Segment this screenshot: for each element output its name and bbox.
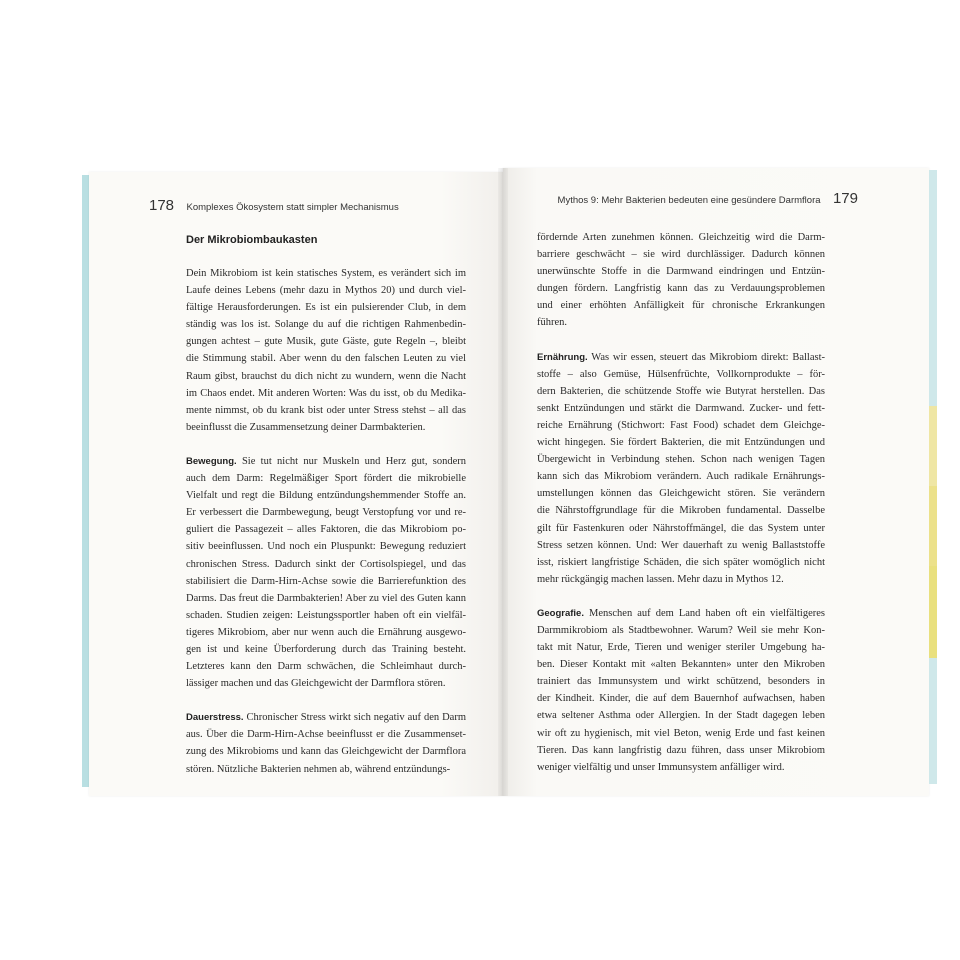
right-page-header (558, 190, 858, 208)
text-line (537, 605, 825, 622)
text-line: Laufe deines Lebens (mehr dazu in Mythos 20) und durch viel- (186, 285, 466, 297)
edge-tab-yellow-light (929, 406, 937, 486)
text-line: der Kindheit. Kinder, die auf dem Bauernhof aufwachsen, haben (537, 693, 825, 705)
page-number: 178 (149, 197, 175, 214)
text-line: Darmmikrobiom als Stadtbewohner. Warum? Weil sie mehr Kon- (537, 624, 825, 636)
text-line: wicht hingegen. Sie fördert Bakterien, die mit Entzündungen und (537, 437, 825, 449)
text-line: gilt für Fastenkuren oder Nährstoffmängel, die das System unter (537, 522, 825, 534)
text-line: gungen achtest – gute Musik, gute Gäste, gute Regeln –, bleibt (186, 336, 466, 348)
paragraph-text: Menschen auf dem Land haben oft ein vielfältigeres (584, 607, 825, 619)
paragraph (537, 349, 825, 588)
paragraph (537, 605, 825, 776)
paragraph-gap (186, 692, 466, 709)
paragraph (186, 453, 466, 692)
text-line: Darms. Das freut die Darmbakterien! Aber zu viel des Guten kann (186, 592, 466, 604)
text-line: kann sich das Mikrobiom verändern. Auch radikale Ernährungs- (537, 471, 825, 483)
text-line: dern Bakterien, die schützende Stoffe wie Butyrat herstellen. Das (537, 385, 825, 397)
text-line: die Nährstoffgrundlage für die Mikroben fundamental. Dasselbe (537, 505, 825, 517)
text-line: guliert die Passagezeit – alles Faktoren, die das Mikrobiom po- (186, 524, 466, 536)
text-line: isst, riskiert langfristige Schäden, die sich später womöglich nicht (537, 556, 825, 568)
text-line: Tieren. Das kann langfristig dazu führen, dass unser Mikrobiom (537, 744, 825, 756)
left-page-header (149, 197, 399, 215)
page-number: 179 (832, 190, 858, 207)
paragraph (537, 229, 825, 332)
text-line: auch dem Darm: Regelmäßiger Sport fördert die mikrobielle (186, 473, 466, 485)
text-line: und einer erhöhten Anfälligkeit für chronische Erkrankungen (537, 300, 825, 312)
text-line: aus. Über die Darm-Hirn-Achse beeinflusst er die Zusammenset- (186, 729, 466, 741)
text-line: wir oft zu hygienisch, mit viel Beton, wenig Erde und fast keinen (537, 727, 825, 739)
text-line: Dein Mikrobiom ist kein statisches System, es verändert sich im (186, 268, 466, 279)
paragraph-lead: Dauerstress. (186, 712, 244, 724)
paragraph (186, 709, 466, 777)
text-line: beeinflusst die Zusammensetzung deiner Darmbakterien. (186, 421, 426, 433)
text-line: Letzteres kann den Darm schwächen, die Schleimhaut durch- (186, 661, 466, 673)
paragraph-text: Sie tut nicht nur Muskeln und Herz gut, sondern (236, 455, 466, 467)
section-heading: Der Mikrobiombaukasten (186, 234, 318, 246)
text-line: die Stimmung stabil. Aber wenn du den falschen Leuten zu viel (186, 353, 466, 365)
paragraph-text: Chronischer Stress wirkt sich negativ auf den Darm (243, 712, 466, 724)
text-line: Raum gibst, brauchst du dich nicht zu wundern, wenn die Nacht (186, 370, 466, 382)
text-line: trainiert das Immunsystem und wirkt schützend, besonders in (537, 676, 825, 688)
text-line: tigeres Mikrobiom, aber nur wenn auch die Ernährung ausgewo- (186, 626, 466, 638)
text-line (186, 709, 466, 726)
text-line: zung des Mikrobioms und kann das Gleichgewicht der Darmflora (186, 746, 466, 758)
book-gutter (498, 168, 508, 796)
text-line: dungen fördern. Langfristig kann das zu Verdauungsproblemen (537, 283, 825, 295)
text-line: chronischen Stress. Dadurch sinkt der Cortisolspiegel, und das (186, 558, 466, 570)
text-line: barriere geschwächt – sie wird durchlässiger. Dadurch können (537, 249, 825, 261)
paragraph-gap (537, 332, 825, 349)
text-line: im Chaos endet. Mit anderen Worten: Was du isst, ob du Medika- (186, 387, 466, 399)
text-line (537, 349, 825, 366)
text-line: gen ist und keine Überforderung durch das Training besteht. (186, 643, 466, 655)
paragraph-lead: Ernährung. (537, 351, 588, 363)
left-paragraphs (186, 265, 466, 778)
running-head: Mythos 9: Mehr Bakterien bedeuten eine gesündere Darmflora (557, 195, 821, 206)
edge-tab-yellow (929, 486, 937, 566)
paragraph-gap (186, 436, 466, 453)
text-line: mente nimmst, ob du krank bist oder unter Stress stehst – all das (186, 404, 466, 416)
text-line: Übergewicht in Verbindung stehen. Schon nach wenigen Tagen (537, 454, 825, 466)
text-line: schaden. Studien zeigen: Leistungssportler haben oft ein vielfäl- (186, 609, 466, 621)
text-line: fältige Herausforderungen. Es ist ein pulsierender Club, in dem (186, 302, 466, 314)
text-line: mehr rückgängig machen lassen. Mehr dazu in Mythos 12. (537, 573, 784, 585)
text-line: senkt Entzündungen und stärkt die Darmwand. Zucker- und fett- (537, 402, 825, 414)
right-page-edge-tabs (929, 170, 937, 784)
text-line: umstellungen können das Gleichgewicht stören. Sie verändern (537, 488, 825, 500)
text-line: sitiv beeinflussen. Und noch ein Pluspunkt: Bewegung reduziert (186, 541, 466, 553)
book-spine-edge (82, 175, 89, 787)
text-line: etwa seltener Asthma oder Allergien. In der Stadt dagegen leben (537, 710, 825, 722)
text-line: Stress setzen können. Und: Wer dauerhaft zu wenig Ballaststoffe (537, 539, 825, 551)
right-paragraphs (537, 229, 825, 776)
text-line: Vielfalt und regt die Bildung entzündungshemmender Stoffe an. (186, 490, 466, 502)
text-line: fördernde Arten zunehmen können. Gleichzeitig wird die Darm- (537, 232, 825, 243)
text-line: unerwünschte Stoffe in die Darmwand eindringen und Entzün- (537, 266, 825, 278)
text-line: takt mit Natur, Erde, Tieren und weniger steriler Umgebung ha- (537, 642, 825, 654)
edge-tab-yellow-dark (929, 566, 937, 658)
text-line: stabilisiert die Darm-Hirn-Achse sowie die Barrierefunktion des (186, 575, 466, 587)
paragraph-lead: Bewegung. (186, 455, 237, 467)
text-line: stoffe – also Gemüse, Hülsenfrüchte, Vollkornprodukte – för- (537, 368, 825, 380)
text-line (186, 453, 466, 470)
text-line: weniger vielfältig und unser Immunsystem anfälliger wird. (537, 761, 785, 773)
paragraph-text: Was wir essen, steuert das Mikrobiom direkt: Ballast- (587, 351, 825, 363)
text-line: ben. Dieser Kontakt mit «alten Bekannten» unter den Mikroben (537, 659, 825, 671)
edge-tab-blue (929, 170, 937, 406)
right-text-column (537, 229, 825, 776)
left-text-column (186, 232, 466, 778)
text-line: Er verbessert die Darmbewegung, beugt Verstopfung vor und re- (186, 507, 466, 519)
text-line: ständig was los ist. Solange du auf die richtigen Rahmenbedin- (186, 319, 466, 331)
text-line: stören. Nützliche Bakterien nehmen ab, während entzündungs- (186, 763, 451, 775)
text-line: führen. (537, 317, 568, 329)
edge-tab-blue-lower (929, 658, 937, 784)
text-line: reiche Ernährung (Stichwort: Fast Food) schadet dem Gleichge- (537, 419, 825, 431)
paragraph-gap (537, 588, 825, 605)
running-head: Komplexes Ökosystem statt simpler Mechanismus (186, 202, 399, 213)
paragraph-lead: Geografie. (537, 607, 584, 619)
paragraph (186, 265, 466, 436)
text-line: lässiger machen und das Gleichgewicht der Darmflora stören. (186, 678, 446, 690)
